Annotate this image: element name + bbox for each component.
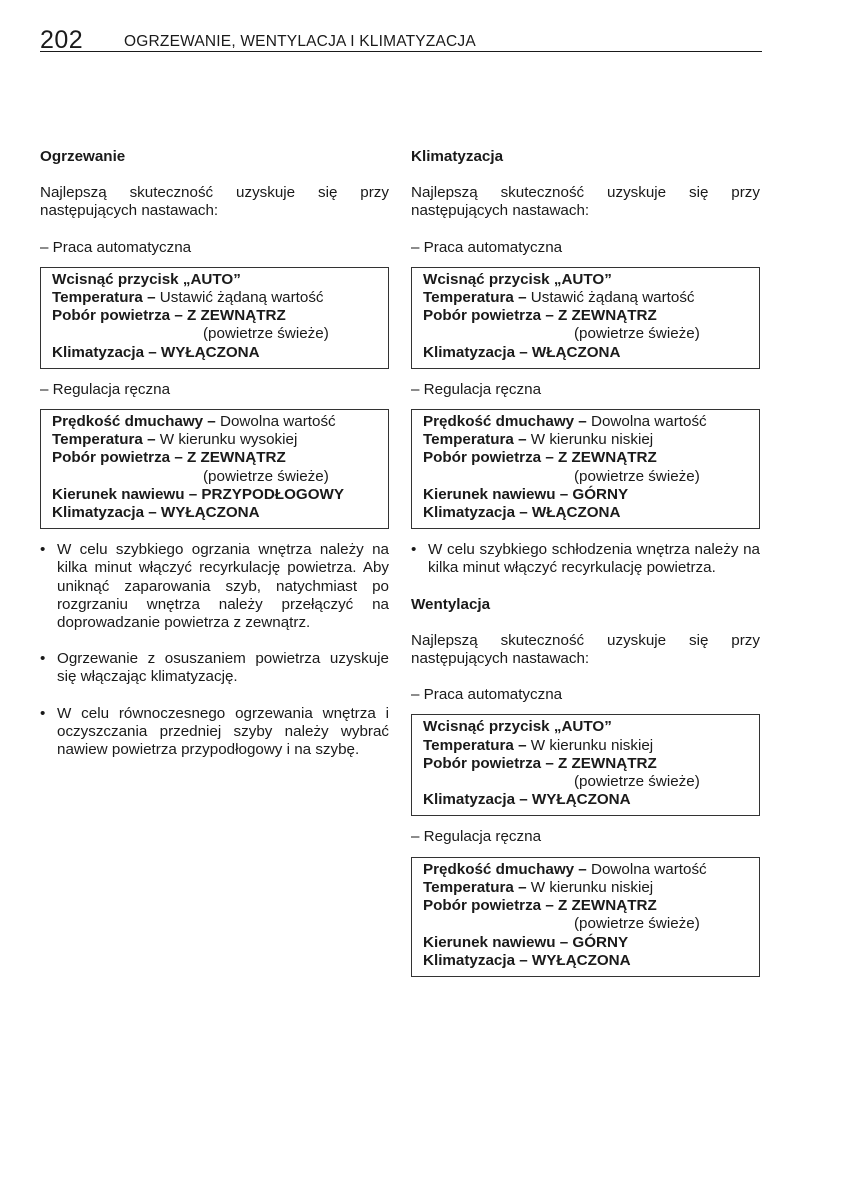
setting-key: Temperatura – <box>423 289 527 307</box>
setting-line: Pobór powietrza – Z ZEWNĄTRZ <box>423 307 657 325</box>
setting-value: Ustawić żądaną wartość <box>155 289 324 307</box>
setting-line: Kierunek nawiewu – GÓRNY <box>423 485 629 503</box>
setting-value: W kierunku wysokiej <box>155 431 298 449</box>
setting-key: Temperatura – <box>423 878 527 896</box>
setting-note: (powietrze świeże) <box>574 915 700 933</box>
setting-key: Temperatura – <box>52 289 156 307</box>
manual-mode-label: – Regulacja ręczna <box>40 380 171 398</box>
setting-line <box>423 413 749 431</box>
settings-box-auto <box>411 267 760 369</box>
setting-line: Pobór powietrza – Z ZEWNĄTRZ <box>423 897 657 915</box>
auto-mode-label: – Praca automatyczna <box>411 238 563 256</box>
setting-line: Klimatyzacja – WYŁĄCZONA <box>52 504 260 522</box>
auto-mode-label: – Praca automatyczna <box>411 686 563 704</box>
settings-box-auto <box>411 714 760 816</box>
setting-key: Prędkość dmuchawy – <box>52 413 216 431</box>
setting-value: W kierunku niskiej <box>526 431 654 449</box>
setting-line: Kierunek nawiewu – PRZYPODŁOGOWY <box>52 485 344 503</box>
setting-line: Klimatyzacja – WYŁĄCZONA <box>52 343 260 361</box>
setting-line: Pobór powietrza – Z ZEWNĄTRZ <box>52 449 286 467</box>
setting-key: Temperatura – <box>423 736 527 754</box>
list-item <box>40 650 389 686</box>
tips-list <box>411 541 760 577</box>
setting-line: Klimatyzacja – WŁĄCZONA <box>423 504 621 522</box>
setting-line <box>423 879 749 897</box>
manual-mode-label: – Regulacja ręczna <box>411 380 542 398</box>
setting-line: Klimatyzacja – WYŁĄCZONA <box>423 951 631 969</box>
setting-line <box>52 413 378 431</box>
setting-line: Kierunek nawiewu – GÓRNY <box>423 933 629 951</box>
section-heading-heating: Ogrzewanie <box>40 148 126 165</box>
setting-value: W kierunku niskiej <box>526 736 654 754</box>
setting-key: Temperatura – <box>423 431 527 449</box>
setting-line: Klimatyzacja – WYŁĄCZONA <box>423 791 631 809</box>
list-item <box>40 541 389 632</box>
auto-mode-label: – Praca automatyczna <box>40 238 192 256</box>
setting-line: Klimatyzacja – WŁĄCZONA <box>423 343 621 361</box>
list-item-text: W celu równoczesnego ogrzewania wnętrza i oczyszczania przedniej szyby należy wybrać nawiew powietrza przypodłogowy i na szybę. <box>57 704 389 759</box>
setting-key: Prędkość dmuchawy – <box>423 860 587 878</box>
list-item-text: W celu szybkiego ogrzania wnętrza należy na kilka minut włączyć recyrkulację powietrza. Aby uniknąć zaparowania szyb, natychmiast po rozgrzaniu wnętrza należy przełączyć na doprowadzanie powietrza z zewnątrz. <box>57 541 389 632</box>
intro-paragraph: Najlepszą skuteczność uzyskuje się przy następujących nastawach: <box>411 631 760 668</box>
setting-value: Dowolna wartość <box>586 413 707 431</box>
setting-line <box>423 289 749 307</box>
setting-line <box>423 431 749 449</box>
setting-value: Ustawić żądaną wartość <box>526 289 695 307</box>
list-item-text: Ogrzewanie z osuszaniem powietrza uzyskuje się włączając klimatyzację. <box>57 650 389 686</box>
header-divider <box>40 51 762 52</box>
tips-list <box>40 541 389 759</box>
bullet-icon: • <box>40 704 46 722</box>
bullet-icon: • <box>40 541 46 559</box>
list-item <box>411 541 760 577</box>
right-column <box>411 148 760 989</box>
section-heading-ventilation: Wentylacja <box>411 595 491 613</box>
setting-note: (powietrze świeże) <box>203 325 329 343</box>
setting-note: (powietrze świeże) <box>574 773 700 791</box>
settings-box-auto <box>40 267 389 369</box>
setting-line: Pobór powietrza – Z ZEWNĄTRZ <box>423 754 657 772</box>
setting-line <box>52 289 378 307</box>
bullet-icon: • <box>40 650 46 668</box>
setting-line: Wcisnąć przycisk „AUTO” <box>423 718 612 736</box>
left-column <box>40 148 389 777</box>
settings-box-manual <box>411 857 760 977</box>
bullet-icon: • <box>411 541 417 559</box>
setting-line <box>52 431 378 449</box>
page-number: 202 <box>40 26 84 54</box>
setting-line: Pobór powietrza – Z ZEWNĄTRZ <box>423 449 657 467</box>
intro-paragraph: Najlepszą skuteczność uzyskuje się przy następujących nastawach: <box>411 184 760 220</box>
setting-note: (powietrze świeże) <box>574 325 700 343</box>
manual-mode-label: – Regulacja ręczna <box>411 828 542 846</box>
setting-value: W kierunku niskiej <box>526 878 654 896</box>
setting-line: Wcisnąć przycisk „AUTO” <box>52 270 241 288</box>
setting-line: Pobór powietrza – Z ZEWNĄTRZ <box>52 307 286 325</box>
setting-note: (powietrze świeże) <box>574 467 700 485</box>
list-item <box>40 705 389 760</box>
setting-line <box>423 861 749 879</box>
list-item-text: W celu szybkiego schłodzenia wnętrza należy na kilka minut włączyć recyrkulację powietrza. <box>428 541 760 577</box>
setting-note: (powietrze świeże) <box>203 467 329 485</box>
intro-paragraph: Najlepszą skuteczność uzyskuje się przy następujących nastawach: <box>40 184 389 220</box>
page-header <box>40 26 762 52</box>
settings-box-manual <box>411 409 760 529</box>
setting-line <box>423 737 749 755</box>
header-title: OGRZEWANIE, WENTYLACJA I KLIMATYZACJA <box>124 33 476 50</box>
setting-value: Dowolna wartość <box>215 413 336 431</box>
setting-key: Prędkość dmuchawy – <box>423 413 587 431</box>
setting-line: Wcisnąć przycisk „AUTO” <box>423 270 612 288</box>
setting-key: Temperatura – <box>52 431 156 449</box>
setting-value: Dowolna wartość <box>586 860 707 878</box>
section-heading-ac: Klimatyzacja <box>411 148 504 165</box>
settings-box-manual <box>40 409 389 529</box>
